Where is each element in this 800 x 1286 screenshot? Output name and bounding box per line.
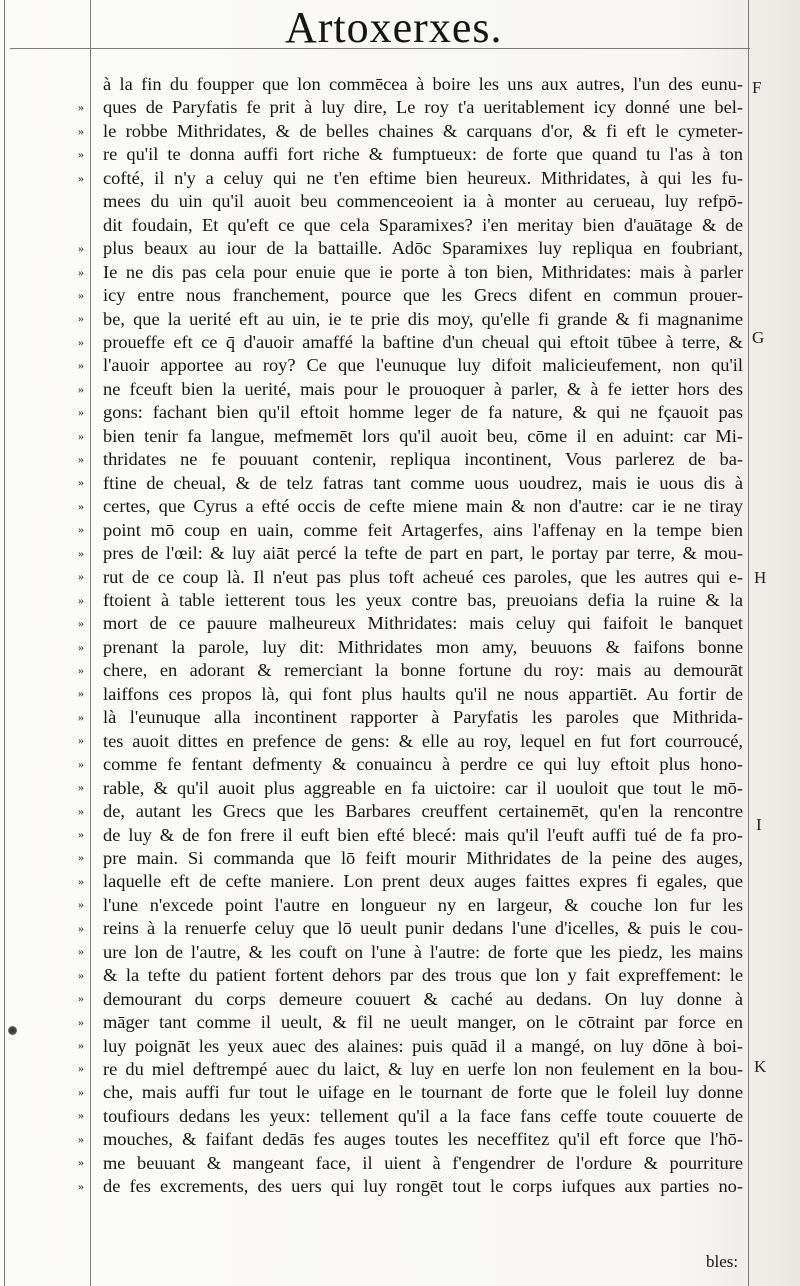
quote-mark: » <box>78 358 84 373</box>
quotation-marks-gutter <box>78 73 92 1198</box>
text-line: cofté, il n'y a celuy qui ne t'en eftime bien heureux. Mithridates, à qui les fu- <box>103 167 743 188</box>
text-line: ques de Paryfatis fe prit à luy dire, Le roy t'a ueritablement icy donné une bel- <box>103 97 743 118</box>
quote-mark: » <box>78 287 84 302</box>
text-line: l'une n'excede point l'autre en longueur ny en largeur, & couche lon fur les <box>103 894 743 915</box>
text-line: tes auoit dittes en prefence de gens: & elle au roy, lequel en fut fort courroucé, <box>103 730 743 751</box>
text-line: rable, & qu'il auoit plus aggreable en fa uictoire: car il uouloit que tout le mō- <box>103 777 743 798</box>
quote-mark: » <box>78 897 84 912</box>
text-line: comme fe fentant defmenty & conuaincu à perdre ce qui luy eftoit plus hono- <box>103 754 743 775</box>
quote-mark: » <box>78 100 84 115</box>
text-line: mees du uin qu'il auoit beu commenceoient ia à monter au cerueau, luy refpō- <box>103 191 743 212</box>
text-line: à la fin du foupper que lon commēcea à boire les uns aux autres, l'un des eunu- <box>103 74 743 94</box>
quote-mark: » <box>78 803 84 818</box>
quote-mark: » <box>78 405 84 420</box>
text-line: l'auoir apportee au roy? Ce que l'eunuque luy difoit malicieufement, non qu'il <box>103 355 743 376</box>
text-line: ftine de cheual, & de telz fatras tant comme uous uoudrez, mais ie uous dis à <box>103 472 743 493</box>
text-line: re du miel deftrempé auec du laict, & luy en uerfe lon non feulement en la bou- <box>103 1059 743 1080</box>
text-line: gons: fachant bien qu'il eftoit homme leger de fa nature, & qui ne fçauoit pas <box>103 402 743 423</box>
text-line: mouches, & faifant dedās fes auges toutes les neceffitez qu'il eft force que l'hō- <box>103 1129 743 1150</box>
text-line: de, autant les Grecs que les Barbares creuffent certainemēt, qu'en la rencontre <box>103 801 743 822</box>
quote-mark: » <box>78 241 84 256</box>
text-line: laquelle eft de cefte maniere. Lon prent deux auges faittes expres fi egales, que <box>103 871 743 892</box>
text-line: ftoient à table ietterent tous les yeux contre bas, preuoians defia la ruine & la <box>103 589 743 610</box>
quote-mark: » <box>78 920 84 935</box>
quote-mark: » <box>78 733 84 748</box>
signature-mark-f: F <box>752 78 762 97</box>
text-line: là l'eunuque alla incontinent rapporter à Paryfatis les paroles que Mithrida- <box>103 707 743 728</box>
signature-mark-h: H <box>754 568 767 587</box>
text-line: chere, en adorant & remerciant la bonne fortune du roy: mais au demourāt <box>103 660 743 681</box>
text-line: Ie ne dis pas cela pour enuie que ie porte à ton bien, Mithridates: mais à parler <box>103 261 743 282</box>
quote-mark: » <box>78 569 84 584</box>
quote-mark: » <box>78 170 84 185</box>
text-line: re qu'il te donna auffi fort riche & fumptueux: de forte que quand tu l'as à ton <box>103 144 743 165</box>
text-line: point mō coup en uain, comme feit Artagerfes, ains l'affenay en la tempe bien <box>103 519 743 540</box>
quote-mark: » <box>78 428 84 443</box>
text-line: che, mais auffi fur tout le uifage en le tournant de forte que le foleil luy donne <box>103 1082 743 1103</box>
text-line: be, que la uerité eft au uin, ie te prie dis moy, qu'elle fi grande & fi magnanime <box>103 308 743 329</box>
quote-mark: » <box>78 709 84 724</box>
text-line: de luy & de fon frere il euft bien efté blecé: mais qu'il l'euft auffi tué de fa pro- <box>103 824 743 845</box>
text-line: rut de ce coup là. Il n'eut pas plus toft acheué ces paroles, que les autres qui e- <box>103 566 743 587</box>
text-line: pres de l'œil: & luy aiāt percé la tefte de part en part, le portay par terre, & mou- <box>103 543 743 564</box>
text-line: ure lon de l'autre, & les couft on l'une à l'autre: de forte que les piedz, les mains <box>103 941 743 962</box>
text-line: de fes excrements, des uers qui luy rongēt tout le corps iufques aux parties no- <box>103 1176 743 1197</box>
quote-mark: » <box>78 1061 84 1076</box>
quote-mark: » <box>78 1178 84 1193</box>
quote-mark: » <box>78 1155 84 1170</box>
quote-mark: » <box>78 850 84 865</box>
quote-mark: » <box>78 381 84 396</box>
text-line: proueffe eft ce q̄ d'auoir amaffé la baftine d'un cheual qui eftoit tūbee à terre, & <box>103 331 743 352</box>
text-line: me beuuant & mangeant face, il uient à f'engendrer de l'ordure & pourriture <box>103 1152 743 1173</box>
text-line: reins à la renuerfe celuy que lō ueult punir dedans l'une d'icelles, & puis le cou- <box>103 918 743 939</box>
quote-mark: » <box>78 1014 84 1029</box>
gutter-blank <box>78 214 92 237</box>
text-line: & la tefte du patient fortent dehors par des trous que lon y fait expreffement: le <box>103 965 743 986</box>
text-line: ne fceuft bien la uerité, mais pour le prouoquer à parler, & à fe ietter hors des <box>103 378 743 399</box>
text-line: mort de ce pauure malheureux Mithridates: mais celuy qui faifoit le banquet <box>103 613 743 634</box>
text-line: dit foudain, Et qu'eft ce que cela Sparamixes? i'en meritay bien d'auātage & de <box>103 214 743 235</box>
text-line: demourant du corps demeure couuert & caché au dedans. On luy donne à <box>103 988 743 1009</box>
quote-mark: » <box>78 264 84 279</box>
quote-mark: » <box>78 756 84 771</box>
quote-mark: » <box>78 545 84 560</box>
text-line: thridates ne fe pouuant contenir, repliqua incontinent, Vous parlerez de ba- <box>103 449 743 470</box>
text-line: māger tant comme il ueult, & fil ne ueult manger, on le cōtraint par force en <box>103 1012 743 1033</box>
text-line: plus beaux au iour de la battaille. Adōc Sparamixes luy repliqua en foubriant, <box>103 238 743 259</box>
quote-mark: » <box>78 639 84 654</box>
quote-mark: » <box>78 592 84 607</box>
quote-mark: » <box>78 311 84 326</box>
quote-mark: » <box>78 944 84 959</box>
outer-margin-rule <box>748 0 749 1286</box>
quote-mark: » <box>78 1037 84 1052</box>
text-line: bien tenir fa langue, mefmemēt lors qu'il auoit beu, cōme il en aduint: car Mi- <box>103 425 743 446</box>
signature-mark-i: I <box>756 815 762 834</box>
quote-mark: » <box>78 780 84 795</box>
text-line: certes, que Cyrus a efté occis de cefte miene main & non d'autre: car ie ne tiray <box>103 496 743 517</box>
text-line: toufiours dedans les yeux: tellement qu'il a la face fans ceffe toute couuerte de <box>103 1105 743 1126</box>
running-head: Artoxerxes. <box>285 3 503 52</box>
quote-mark: » <box>78 1108 84 1123</box>
quote-mark: » <box>78 498 84 513</box>
left-edge-rule <box>4 0 5 1286</box>
quote-mark: » <box>78 452 84 466</box>
signature-mark-k: K <box>754 1057 767 1076</box>
body-text <box>103 73 743 1199</box>
quote-mark: » <box>78 147 84 162</box>
quote-mark: » <box>78 1084 84 1099</box>
quote-mark: » <box>78 686 84 701</box>
quote-mark: » <box>78 1131 84 1146</box>
text-line: luy poignāt les yeux auec des alaines: puis quād il a mangé, on luy dōne à boi- <box>103 1035 743 1056</box>
quote-mark: » <box>78 475 84 490</box>
quote-mark: » <box>78 123 84 138</box>
catchword: bles: <box>706 1252 739 1271</box>
quote-mark: » <box>78 873 84 888</box>
text-line: pre main. Si commanda que lō feift mourir Mithridates de la peine des auges, <box>103 847 743 868</box>
ink-blot <box>8 1026 17 1035</box>
quote-mark: » <box>78 662 84 677</box>
gutter-blank <box>78 73 92 96</box>
quote-mark: » <box>78 991 84 1006</box>
text-line: prenant la parole, luy dit: Mithridates mon amy, beuuons & faifons bonne <box>103 636 743 657</box>
quote-mark: » <box>78 522 84 537</box>
text-line: le robbe Mithridates, & de belles chaines & carquans d'or, & fi eft le cymeter- <box>103 120 743 141</box>
quote-mark: » <box>78 334 84 349</box>
text-line: laiffons ces propos là, qui font plus haults qu'il ne nous appartiēt. Au fortir de <box>103 683 743 704</box>
quote-mark: » <box>78 967 84 982</box>
signature-mark-g: G <box>752 328 765 347</box>
quote-mark: » <box>78 827 84 841</box>
quote-mark: » <box>78 616 84 631</box>
gutter-blank <box>78 190 92 213</box>
text-line: icy entre nous franchement, pource que les Grecs difent en commun prouer- <box>103 285 743 306</box>
